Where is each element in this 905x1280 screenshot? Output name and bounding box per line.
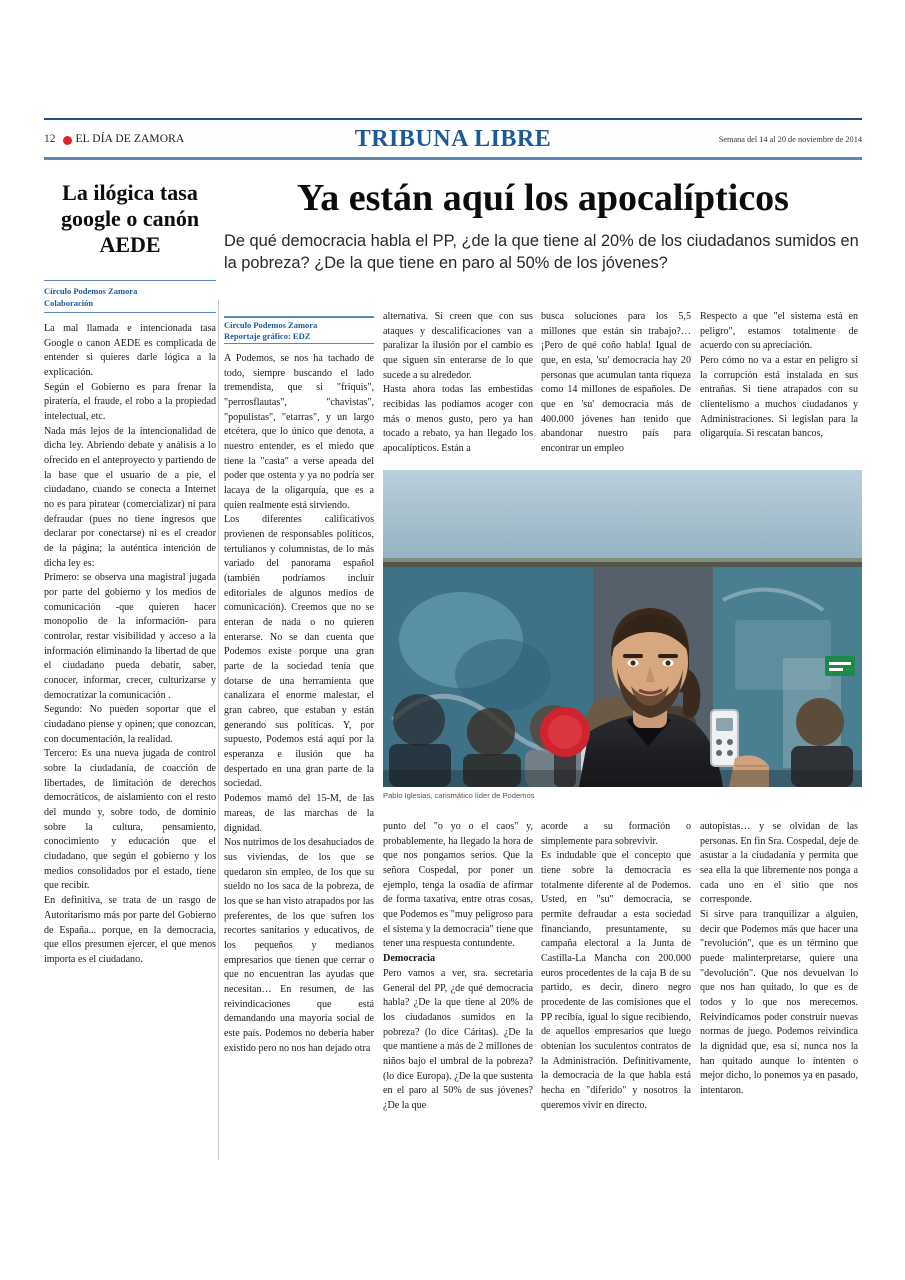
sidebar-rule: [44, 280, 216, 282]
article-byline-role: Reportaje gráfico: EDZ: [224, 331, 311, 342]
article-headline-block: [224, 178, 862, 275]
column-3-bottom: [383, 820, 533, 1114]
paragraph: Los diferentes calificativos provienen de responsables políticos, tertulianos y columnistas, de lo más variado del panorama español (también podríamos incluir editoriales de algunos medios de comunicación). Creemos que no se enteran de nada o no quieren enterarse. No se dan cuenta que Podemos existe porque una gran parte de la sociedad tenía que dotarse de una herramienta que canalizara el enorme malestar, el gran cabreo, que estaban y están generando sus políticas. Y, por supuesto, Podemos está aquí por la esperanza e ilusión que ha despertado en una gran parte de la sociedad.: [224, 514, 374, 790]
paragraph: Nos nutrimos de los desahuciados de sus viviendas, de los que se quedaron sin empleo, de los que su sueldo no los saca de la pobreza, de los que se han visto atrapados por las preferentes, de los que sufren los recortes sanitarios y educativos, de los pequeños y medianos empresarios que tienen que cerrar o que no encuentran las ayudas que necesitan… En resumen, de las reivindicaciones que está demandando una mayoría social de este país. Podemos no debería haber existido pero no nos han dejado otra: [224, 837, 374, 1054]
masthead-rule-bottom: [44, 157, 862, 160]
sidebar-byline-rule: [44, 312, 216, 313]
column-divider: [218, 300, 219, 1160]
page-number: 12: [44, 133, 56, 145]
column-5-bottom: [700, 820, 858, 1099]
paragraph: busca soluciones para los 5,5 millones que están sin trabajo?… ¡Pero de qué coño habla! Igual de que, en esta, 'su' democracia hay 20 personas que acumulan tanta riqueza como 14 millones de españoles. De que en 'su' democracia más de 400.000 jóvenes han tenido que abandonar nuestro país para encontrar un empleo: [541, 311, 691, 455]
column-4-top: [541, 310, 691, 457]
article-headline: Ya están aquí los apocalípticos: [297, 177, 789, 219]
paragraph: Según el Gobierno es para frenar la piratería, el fraude, el robo a la propiedad intelectual, etc.: [44, 381, 216, 422]
paragraph: La mal llamada e intencionada tasa Google o canon AEDE es complicada de entender si quieres darle lógica a la explicación.: [44, 322, 216, 378]
article-byline-rule-top: [224, 316, 374, 318]
paragraph: autopistas… y se olvidan de las personas. En fin Sra. Cospedal, deje de asustar a la ciudadanía y permita que sea ella la que libremente nos ponga a cada uno en el sitio que nos corresponde.: [700, 821, 858, 906]
sidebar-headline: La ilógica tasa google o canón AEDE: [60, 180, 200, 257]
masthead: [44, 118, 862, 166]
paragraph: Nada más lejos de la intencionalidad de dicha ley. Abriendo debate y análisis a lo ofrecido en el anteproyecto y partiendo de la base que el usuario de a pie, el ciudadano, cuando se conecta a Internet no es para piratear (comercializar) ni para defraudar (pues no tiene ingresos que declarar por conectarse) ni es el creador de la página; la auténtica intención de dicha ley es:: [44, 425, 216, 569]
paragraph: punto del "o yo o el caos" y, probablemente, ha llegado la hora de que nos pongamos serios. Que la señora Cospedal, por poner un ejemplo, tenga la osadía de afirmar de forma taxativa, entre otras cosas, que Podemos es "muy peligroso para el sistema y la democracia" tiene que tener una respuesta contundente.: [383, 821, 533, 950]
paragraph: Respecto a que "el sistema está en peligro", estamos totalmente de acuerdo con su apreciación.: [700, 311, 858, 352]
paragraph: alternativa. Si creen que con sus ataques y descalificaciones van a paralizar la ilusión por el cambio es que siguen sin enterarse de lo que sucede a su alrededor.: [383, 311, 533, 381]
article-byline: [224, 320, 374, 343]
sidebar-byline-author: Círculo Podemos Zamora: [44, 286, 138, 297]
paragraph: Primero: se observa una magistral jugada por parte del gobierno y los medios de comunicación -que quieren hacer monopolio de la información- para controlar, restar visibilidad y acceso a la información eliminando la libertad de que el ciudadano pueda debatir, saber, conocer, informar, crecer, culturizarse y democratizar la comunicación .: [44, 572, 216, 701]
article-byline-rule-bottom: [224, 343, 374, 344]
paragraph: acorde a su formación o simplemente para sobrevivir.: [541, 821, 691, 847]
section-title: TRIBUNA LIBRE: [354, 126, 552, 152]
masthead-rule-top: [44, 118, 862, 120]
paragraph: Segundo: No pueden soportar que el ciudadano piense y opinen; que conozcan, con documentación, la realidad.: [44, 704, 216, 745]
photo-illustration: [383, 470, 862, 787]
article-photo: [383, 470, 862, 787]
paragraph: Tercero: Es una nueva jugada de control sobre la ciudadanía, de coacción de libertades, de limitación de derechos democráticos, de aislamiento con el resto del mundo y, sobre todo, de dominio sobre la cultura, pensamiento, conocimiento y educación que el ciudadano, que según el gobierno y los medios consolidados por el estado, tiene que recibir.: [44, 748, 216, 892]
article-subheadline: De qué democracia habla el PP, ¿de la que tiene al 20% de los ciudadanos sumidos en la pobreza? ¿De la que tiene en paro al 50% de los jóvenes?: [224, 232, 859, 272]
column-4-bottom: [541, 820, 691, 1113]
photo-caption: Pablo Iglesias, carismático líder de Podemos: [383, 791, 535, 800]
sidebar-byline-role: Colaboración: [44, 297, 94, 308]
column-2: [224, 352, 374, 1056]
masthead-inner: [44, 124, 862, 154]
paragraph: Pero vamos a ver, sra. secretaria General del PP, ¿de qué democracia habla? ¿De la que tiene al 20% de los ciudadanos sumidos en la pobreza? (lo dice Cáritas). ¿De la que mantiene a más de 2 millones de niños bajo el umbral de la pobreza? (lo dice Europa). ¿De la que sustenta en el paro al 50% de sus jóvenes? ¿De la que: [383, 967, 533, 1111]
newspaper-brand: EL DÍA DE ZAMORA: [75, 133, 185, 145]
paragraph: A Podemos, se nos ha tachado de todo, siempre buscando el lado tremendista, que si "friquis", "perrosflautas", "chavistas", "populistas", "etarras", y un largo etcétera, que lo único que denota, a nuestro entender, es el miedo que tiene la "casta" a verse apeada del poder que ostenta y ya no podría ser lacaya de la oligarquía, que es a quien realmente está sirviendo.: [224, 353, 374, 511]
paragraph: Hasta ahora todas las embestidas recibidas las podíamos acoger con más o menos gusto, pero ya han tocado a rebato, ya han llegado los apocalípticos. Están a: [383, 384, 533, 455]
issue-date: Semana del 14 al 20 de noviembre de 2014: [718, 135, 862, 144]
sidebar-article: [44, 180, 216, 968]
column-3-top: [383, 310, 533, 457]
paragraph: Podemos mamó del 15-M, de las mareas, de las marchas de la dignidad.: [224, 793, 374, 834]
article-byline-author: Círculo Podemos Zamora: [224, 320, 318, 330]
column-5-top: [700, 310, 858, 442]
subsection-heading-democracia: Democracia: [383, 953, 436, 965]
paragraph: Pero cómo no va a estar en peligro si la corrupción está instalada en sus entrañas. Si tiene atrapados con su clientelismo a muchos ciudadanos y Administraciones. Si legislan para la oligarquía. Si rescatan bancos,: [700, 355, 858, 440]
paragraph: Es indudable que el concepto que tiene sobre la democracia es totalmente diferente al de Podemos. Usted, en "su" democracia, se permite defraudar a esta sociedad financiando, presuntamente, su campaña electoral a la Junta de Castilla-La Mancha con 200.000 euros procedentes de la caja B de su partido, es decir, dinero negro procedente de las comisiones que el PP recibía, igual lo sigue recibiendo, de aquellos empresarios que luego obtenían los suculentos contratos de la Administración. Definitivamente, la democracia de la que habla está hecha en "diferido" y nosotros la queremos vivir en directo.: [541, 850, 691, 1111]
sidebar-body: [44, 322, 216, 968]
sidebar-byline: [44, 286, 216, 309]
paragraph: En definitiva, se trata de un rasgo de Autoritarismo más por parte del Gobierno de España... porque, en la democracia, que ellos presumen ejercer, el que menos importa es el ciudadano.: [44, 895, 216, 965]
paragraph: Si sirve para tranquilizar a alguien, decir que Podemos más que hacer una "revolución", que es un término que puede malinterpretarse, quiere una "devolución". Que nos devuelvan lo que nos han quitado, lo que es de todos y lo que nos merecemos. Reivindicamos poder construir nuevas normas de juego. Podemos reivindica la dignidad que, esa sí, nunca nos la han quitado aunque lo intenten o mejor dicho, lo ponemos ya en pasado, intentaron.: [700, 909, 858, 1097]
